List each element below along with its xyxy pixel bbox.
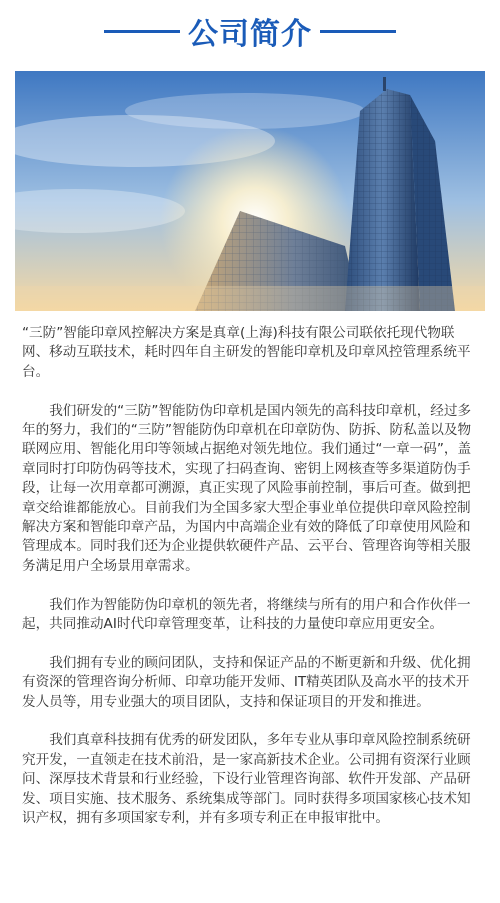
header-rule-left: [104, 30, 180, 33]
section-header: [0, 0, 500, 62]
intro-paragraph-3: 我们作为智能防伪印章机的领先者，将继续与所有的用户和合作伙伴一起，共同推动AI时代印章管理变革，让科技的力量使印章应用更安全。: [22, 596, 471, 633]
intro-paragraph-5: 我们真章科技拥有优秀的研发团队，多年专业从事印章风险控制系统研究开发，一直领走在技术前沿，是一家高新技术企业。公司拥有资深行业顾问、深厚技术背景和行业经验，下设行业管理咨询部、软件开发部、产品研发、项目实施、技术服务、系统集成等部门。同时获得多项国家核心技术知识产权，拥有多项国家专利，并有多项专利正在申报审批中。: [22, 732, 471, 827]
header-rule-right: [320, 30, 396, 33]
intro-paragraph-1: “三防”智能印章风控解决方案是真章(上海)科技有限公司联依托现代物联网、移动互联技术，耗时四年自主研发的智能印章机及印章风控管理系统平台。: [22, 325, 471, 380]
intro-paragraph-2: 我们研发的“三防”智能防伪印章机是国内领先的高科技印章机，经过多年的努力，我们的“三防”智能防伪印章机在印章防伪、防拆、防私盖以及物联网应用、智能化用印等领域占据绝对领先地位。我们通过“一章一码”，盖章同时打印防伪码等技术，实现了扫码查询、密钥上网核查等多渠道防伪手段，让每一次用章都可溯源，真正实现了风险事前控制，事后可查。做到把章交给谁都能放心。目前我们为全国多家大型企事业单位提供印章风险控制解决方案和智能印章产品，为国内中高端企业有效的降低了印章使用风险和管理成本。同时我们还为企业提供软硬件产品、云平台、管理咨询等相关服务满足用户全场景用章需求。: [22, 402, 472, 574]
intro-paragraph-4: 我们拥有专业的顾问团队，支持和保证产品的不断更新和升级、优化拥有资深的管理咨询分析师、印章功能开发师、IT精英团队及高水平的技术开发人员等，用专业强大的项目团队，支持和保证项目的开发和推进。: [22, 654, 471, 710]
company-intro-text: [22, 324, 480, 848]
page-title: 公司简介: [188, 17, 312, 52]
hero-image: [15, 71, 485, 311]
office-skyscrapers-illustration: [15, 71, 485, 311]
